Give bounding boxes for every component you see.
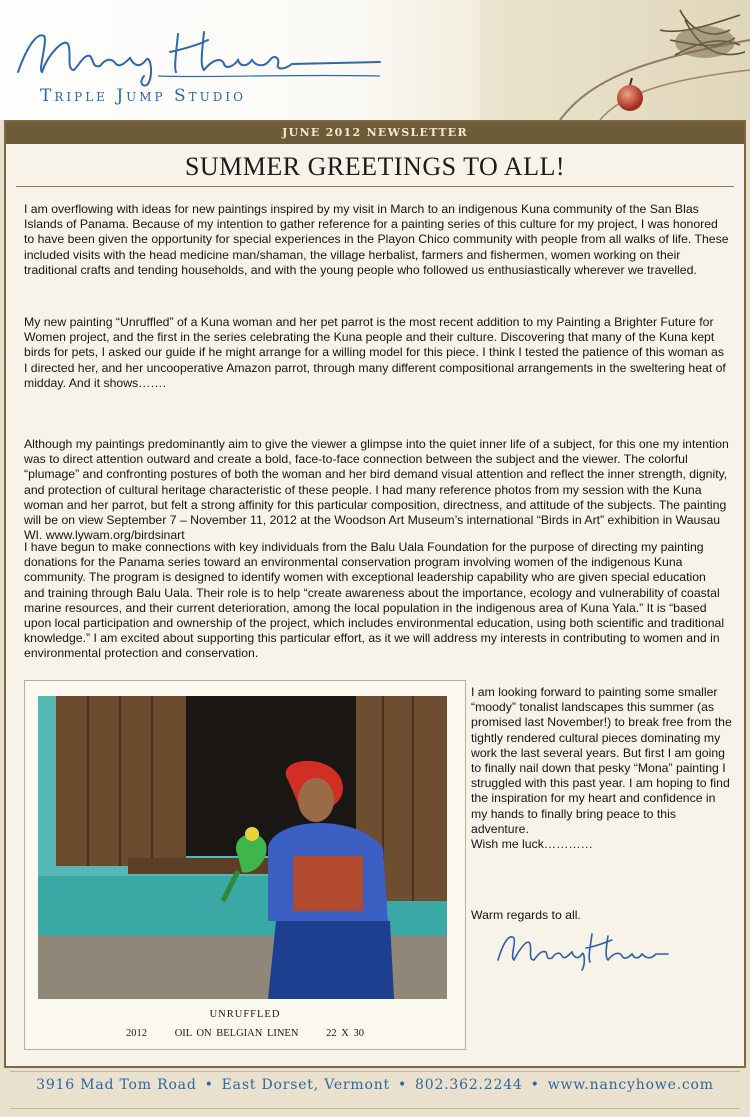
footer-website-link[interactable]: www.nancyhowe.com [547,1077,714,1093]
headline: SUMMER GREETINGS TO ALL! [184,152,566,181]
footer-address: 3916 Mad Tom Road [36,1077,197,1093]
separator-bullet: • [397,1077,408,1093]
footer-contact [0,1077,750,1093]
signature-logo [8,14,388,94]
closing-paragraph: I am looking forward to painting some smaller “moody” tonalist landscapes this summer (as promised last November!) to break free from the tightly rendered cultural pieces dominating my work the last several years. But first I am going to finally nail down that pesky “Mona” painting I struggled with this past year. I am hoping to find the inspiration for my heart and confidence in my hands to finally bring peace to this adventure. Wish me luck………… [471,685,732,852]
footer-town: East Dorset, Vermont [221,1077,390,1093]
separator-bullet: • [530,1077,540,1093]
closing-line: Warm regards to all. [471,908,581,922]
painting-details: 2012 OIL ON BELGIAN LINEN 22 X 30 [125,1028,365,1039]
painting-frame [24,680,466,1050]
newsletter-body [4,120,746,1068]
separator-bullet: • [204,1077,214,1093]
footer-phone: 802.362.2244 [415,1077,523,1093]
studio-name: Triple Jump Studio [40,86,246,106]
paragraph: I have begun to make connections with key individuals from the Balu Uala Foundation for the purpose of directing my painting donations for the Panama series toward an environmental conservation program involving women of the indigenous Kuna community. The program is designed to identify women with exceptional leadership capability who are given special education and training through Balu Uala. Their role is to help “create awareness about the importance, ecology and vulnerability of coastal marine resources, and their current deterioration, among the local population in the indigenous area of Kuna Yala.” It is “based upon local participation and ownership of the project, which includes environmental education, using both scientific and traditional knowledge.” I am excited about supporting this particular effort, as it we will address my interests in contributing to women and in environmental protection and conservation. [24,540,725,661]
newsletter-banner: JUNE 2012 NEWSLETTER [6,122,744,144]
header [0,0,750,120]
signature-image [492,924,672,974]
painting-title: UNRUFFLED [209,1009,281,1020]
divider [16,186,734,187]
footer-rule [10,1071,740,1072]
paragraph: I am overflowing with ideas for new paintings inspired by my visit in March to an indigenous Kuna community of the San Blas Islands of Panama. Because of my intention to gather reference for a painting series of this culture for my project, I was honored to have been given the opportunity for special experiences in the Playon Chico community with people from all walks of life. These included visits with the head medicine man/shaman, the village herbalist, farmers and fishermen, women working on their traditional crafts and tending households, and with the young people who followed us enthusiastically wherever we travelled. [24,202,729,277]
footer-rule [10,1108,740,1109]
nest-artwork [480,0,750,120]
footer [0,1068,750,1117]
paragraph: Although my paintings predominantly aim to give the viewer a glimpse into the quiet inner life of a subject, for this one my intention was to direct attention outward and create a bold, face-to-face connection between the subject and the viewer. The colorful “plumage” and confronting postures of both the woman and her bird demand visual attention and reflect the inner strength, dignity, and protection of cultural heritage characteristic of these people. I had many reference photos from my session with the Kuna woman and her parrot, but felt a strong affinity for this particular composition, directness, and attitude of the subjects. The painting will be on view September 7 – November 11, 2012 at the Woodson Art Museum’s international “Birds in Art” exhibition in Wausau WI. www.lywam.org/birdsinart [24,437,729,543]
painting-image [38,696,447,999]
paragraph: My new painting “Unruffled” of a Kuna woman and her pet parrot is the most recent addition to my Painting a Brighter Future for Women project, and the first in the series celebrating the Kuna people and their culture. Discovering that many of the Kuna kept birds for pets, I asked our guide if he might arrange for a willing model for this piece. I think I tested the patience of this woman as I directed her, and her uncooperative Amazon parrot, through many different compositional arrangements in the sweltering heat of midday. And it shows……. [24,315,726,390]
